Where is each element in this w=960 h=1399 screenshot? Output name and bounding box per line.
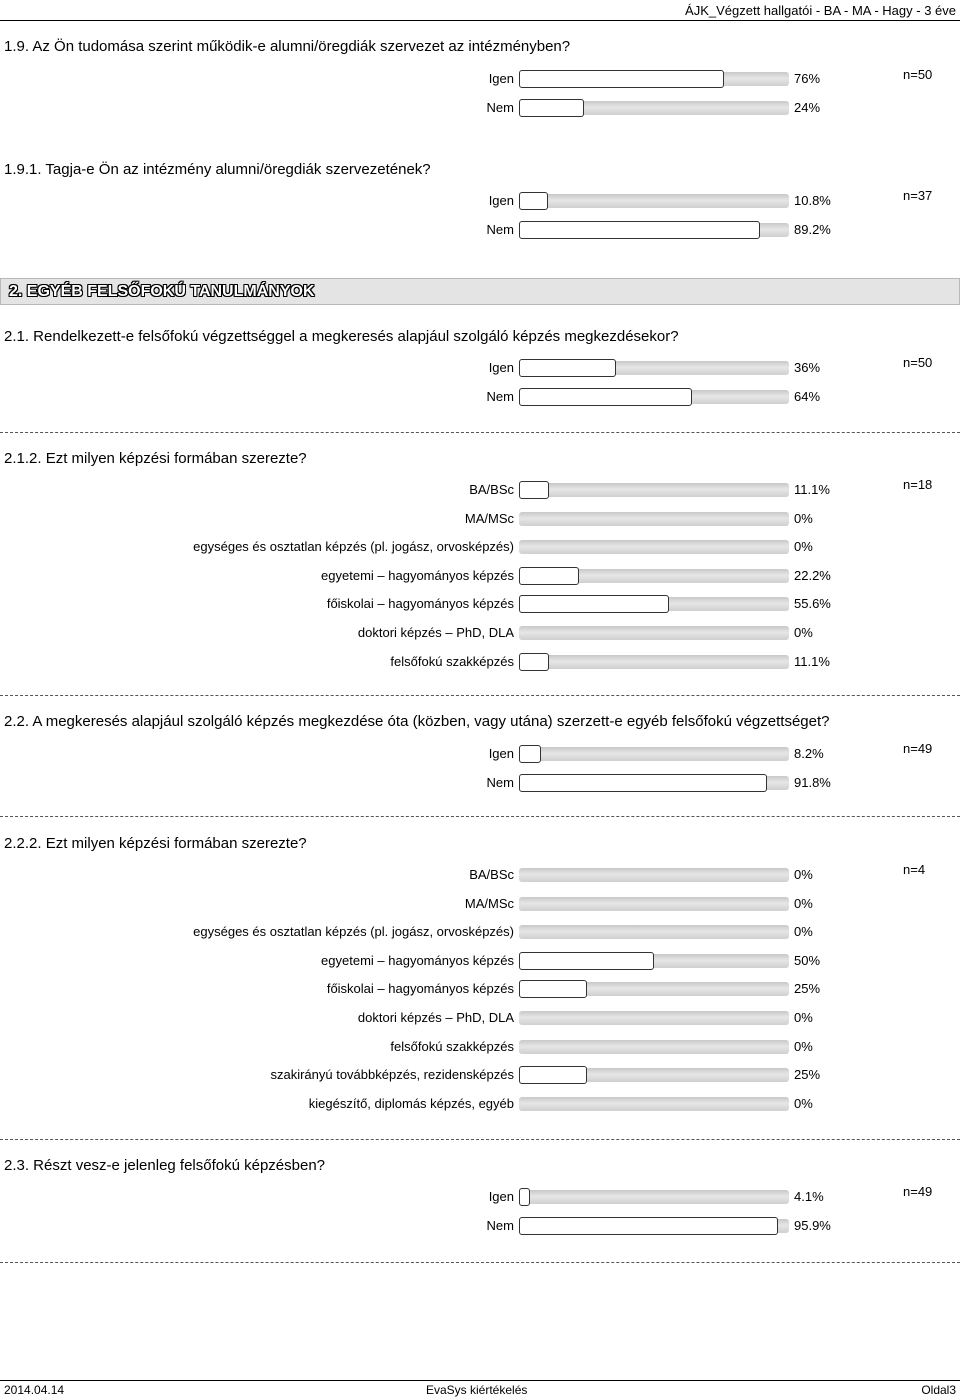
bar-track xyxy=(519,597,789,611)
option-label: Igen xyxy=(488,1189,514,1204)
option-label: egyetemi – hagyományos képzés xyxy=(321,952,514,968)
option-percentage: 91.8% xyxy=(794,774,831,790)
footer-date: 2014.04.14 xyxy=(4,1383,65,1397)
bar-fill xyxy=(519,99,584,117)
question-title: 1.9.1. Tagja-e Ön az intézmény alumni/öregdiák szervezetének? xyxy=(4,161,431,178)
response-count: n=37 xyxy=(903,188,933,203)
option-label: BA/BSc xyxy=(469,867,514,882)
bar-track xyxy=(519,954,789,968)
option-percentage: 95.9% xyxy=(794,1217,831,1233)
document-title: ÁJK_Végzett hallgatói - BA - MA - Hagy - 3 éve xyxy=(685,3,956,18)
response-count: n=49 xyxy=(903,1184,933,1199)
option-percentage: 0% xyxy=(794,625,813,640)
response-count: n=50 xyxy=(903,67,933,82)
question-title: 2.3. Részt vesz-e jelenleg felsőfokú képzésben? xyxy=(4,1157,326,1174)
option-percentage: 55.6% xyxy=(794,596,831,612)
option-percentage: 22.2% xyxy=(794,567,831,583)
option-label: Nem xyxy=(486,1217,514,1233)
option-percentage: 36% xyxy=(794,360,821,375)
bar-track xyxy=(519,1011,789,1025)
bar-track xyxy=(519,1040,789,1054)
bar-fill xyxy=(519,567,579,585)
bar-track xyxy=(519,194,789,208)
bar-track xyxy=(519,101,789,115)
option-label: egységes és osztatlan képzés (pl. jogász, orvosképzés) xyxy=(193,924,514,940)
option-label: MA/MSc xyxy=(464,895,514,911)
option-percentage: 11.1% xyxy=(794,482,830,497)
bar-fill xyxy=(519,70,724,88)
option-percentage: 89.2% xyxy=(794,221,831,237)
option-label: Nem xyxy=(486,99,514,115)
bar-track xyxy=(519,925,789,939)
option-label: Igen xyxy=(488,746,514,761)
bar-track xyxy=(519,982,789,996)
bar-fill xyxy=(519,192,548,210)
question-separator xyxy=(0,816,960,817)
option-label: doktori képzés – PhD, DLA xyxy=(357,1010,514,1025)
bar-track xyxy=(519,540,789,554)
bar-track xyxy=(519,776,789,790)
option-label: Igen xyxy=(488,360,514,375)
bar-fill xyxy=(519,1066,587,1084)
bar-track xyxy=(519,868,789,882)
question-title: 2.1. Rendelkezett-e felsőfokú végzettséggel a megkeresés alapjául szolgáló képzés megkezdésekor? xyxy=(4,328,679,345)
option-percentage: 64% xyxy=(794,388,821,404)
option-label: egységes és osztatlan képzés (pl. jogász, orvosképzés) xyxy=(193,539,514,555)
bar-track xyxy=(519,512,789,526)
bar-fill xyxy=(519,952,654,970)
question-separator xyxy=(0,432,960,433)
option-percentage: 0% xyxy=(794,867,813,882)
bar-fill xyxy=(519,595,669,613)
option-label: egyetemi – hagyományos képzés xyxy=(321,567,514,583)
option-percentage: 11.1% xyxy=(794,653,830,669)
option-percentage: 0% xyxy=(794,510,813,526)
option-percentage: 76% xyxy=(794,71,821,86)
option-label: Nem xyxy=(486,388,514,404)
option-percentage: 10.8% xyxy=(794,193,831,208)
bar-track xyxy=(519,655,789,669)
bar-fill xyxy=(519,388,692,406)
bar-track xyxy=(519,223,789,237)
bar-fill xyxy=(519,481,549,499)
question-separator xyxy=(0,1262,960,1263)
option-label: kiegészítő, diplomás képzés, egyéb xyxy=(308,1095,514,1111)
bar-track xyxy=(519,361,789,375)
option-percentage: 0% xyxy=(794,895,813,911)
bar-track xyxy=(519,569,789,583)
bar-track xyxy=(519,483,789,497)
bar-track xyxy=(519,1068,789,1082)
response-count: n=50 xyxy=(903,355,933,370)
bar-fill xyxy=(519,745,541,763)
section-header xyxy=(0,278,960,305)
bar-fill xyxy=(519,1217,778,1235)
question-title: 2.2. A megkeresés alapjául szolgáló képzés megkezdése óta (közben, vagy utána) szerzett-e egyéb felsőfokú végzettséget? xyxy=(4,713,830,730)
option-percentage: 0% xyxy=(794,924,813,940)
option-label: szakirányú továbbképzés, rezidensképzés xyxy=(270,1067,514,1083)
option-label: Igen xyxy=(488,193,514,208)
option-percentage: 25% xyxy=(794,1067,821,1083)
option-percentage: 25% xyxy=(794,981,821,997)
bar-track xyxy=(519,72,789,86)
option-label: doktori képzés – PhD, DLA xyxy=(357,625,514,640)
option-percentage: 4.1% xyxy=(794,1189,824,1204)
bar-track xyxy=(519,1219,789,1233)
bar-track xyxy=(519,1097,789,1111)
bar-fill xyxy=(519,980,587,998)
option-percentage: 0% xyxy=(794,539,813,555)
option-label: főiskolai – hagyományos képzés xyxy=(326,981,514,997)
bar-track xyxy=(519,390,789,404)
response-count: n=49 xyxy=(903,741,933,756)
bar-track xyxy=(519,897,789,911)
option-percentage: 24% xyxy=(794,99,821,115)
option-label: Nem xyxy=(486,221,514,237)
option-label: BA/BSc xyxy=(469,482,514,497)
footer-page-number: Oldal3 xyxy=(921,1383,956,1397)
option-label: MA/MSc xyxy=(464,510,514,526)
option-percentage: 8.2% xyxy=(794,746,824,761)
question-separator xyxy=(0,1139,960,1140)
footer-center-text: EvaSys kiértékelés xyxy=(426,1383,528,1397)
option-label: Nem xyxy=(486,774,514,790)
bar-fill xyxy=(519,359,616,377)
bar-fill xyxy=(519,1188,530,1206)
bar-track xyxy=(519,747,789,761)
bar-track xyxy=(519,1190,789,1204)
response-count: n=4 xyxy=(903,862,926,877)
option-label: Igen xyxy=(488,71,514,86)
option-label: főiskolai – hagyományos képzés xyxy=(326,596,514,612)
bar-fill xyxy=(519,653,549,671)
header-divider xyxy=(0,20,960,21)
question-title: 2.2.2. Ezt milyen képzési formában szerezte? xyxy=(4,835,307,852)
option-label: felsőfokú szakképzés xyxy=(390,653,514,669)
question-separator xyxy=(0,695,960,696)
option-percentage: 0% xyxy=(794,1038,813,1054)
section-title: 2. EGYÉB FELSŐFOKÚ TANULMÁNYOK xyxy=(9,283,315,300)
question-title: 1.9. Az Ön tudomása szerint működik-e alumni/öregdiák szervezet az intézményben? xyxy=(4,38,571,55)
bar-fill xyxy=(519,221,760,239)
footer-divider xyxy=(0,1380,960,1381)
option-percentage: 0% xyxy=(794,1010,813,1025)
question-title: 2.1.2. Ezt milyen képzési formában szerezte? xyxy=(4,450,307,467)
response-count: n=18 xyxy=(903,477,933,492)
option-percentage: 50% xyxy=(794,952,821,968)
bar-track xyxy=(519,626,789,640)
bar-fill xyxy=(519,774,767,792)
option-percentage: 0% xyxy=(794,1095,813,1111)
option-label: felsőfokú szakképzés xyxy=(390,1038,514,1054)
